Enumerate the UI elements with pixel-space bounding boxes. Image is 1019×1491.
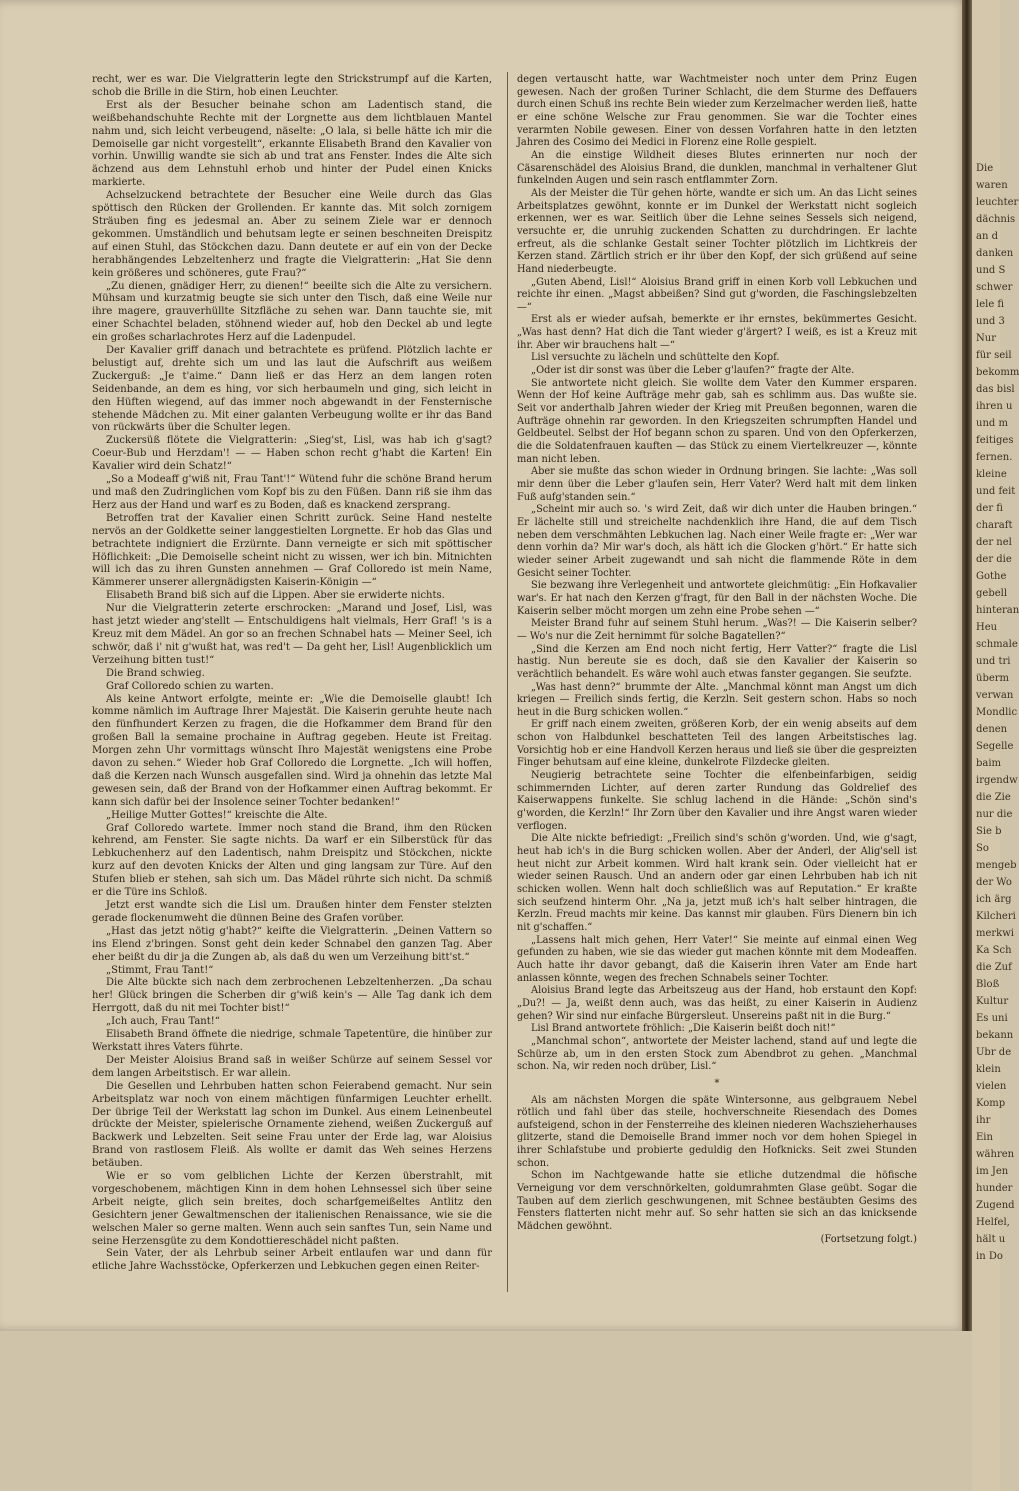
adjacent-page-word: Helfel,: [976, 1217, 1010, 1228]
adjacent-page-edge: [972, 0, 1019, 1491]
paragraph: „Guten Abend, Lisl!“ Aloisius Brand griff in einen Korb voll Lebkuchen und reichte ihr einen. „Magst abbeißen? Sind gut g'worden, die Faschingslebzelten —“: [517, 276, 917, 313]
paragraph: „Was hast denn?“ brummte der Alte. „Manchmal könnt man Angst um dich kriegen — Freilich sinds fertig, die Kerzln. Seit gestern schon. Habs so noch heut in die Burg schicken wollen.“: [517, 681, 917, 718]
adjacent-page-word: waren: [976, 180, 1008, 191]
paragraph: „Sind die Kerzen am End noch nicht fertig, Herr Vatter?“ fragte die Lisl hastig. Nun bereute sie es doch, daß sie den Kavalier der Kaiserin so verächtlich behandelt. Es wäre wohl auch etwas fanster gegangen. Sie seufzte.: [517, 643, 917, 680]
adjacent-page-word: der fi: [976, 503, 1003, 514]
adjacent-page-word: Ubr de: [976, 1047, 1012, 1058]
paragraph: „Scheint mir auch so. 's wird Zeit, daß wir dich unter die Hauben bringen.“ Er lächelte still und streichelte nachdenklich ihre Hand, die auf dem Tisch neben dem verschmähten Lebkuchen lag. Nach einer Weile fragte er: „Wer war denn vorhin da? Mir war's doch, als hätt ich die Glocken g'hört.“ Er hatte sich wieder seiner Arbeit zugewandt und sah nicht die flammende Röte in dem Gesicht seiner Tochter.: [517, 504, 917, 579]
column-divider: [507, 72, 508, 1292]
adjacent-page-word: baim: [976, 758, 1002, 769]
adjacent-page-word: gebell: [976, 588, 1008, 599]
adjacent-page-word: merkwi: [976, 928, 1014, 939]
paragraph: Aloisius Brand legte das Arbeitszeug aus der Hand, hob erstaunt den Kopf: „Du?! — Ja, weißt denn auch, was das heißt, zu einer Kaiserin in Audienz gehen? Wir sind nur einfache Bürgersleut. Unsereins paßt nit in die Burg.“: [517, 985, 917, 1022]
paragraph: recht, wer es war. Die Vielgratterin legte den Strickstrumpf auf die Karten, schob die Brille in die Stirn, hob einen Leuchter.: [92, 74, 492, 98]
adjacent-page-word: Gothe: [976, 571, 1007, 582]
adjacent-page-word: leuchter: [976, 197, 1019, 208]
adjacent-page-word: danken: [976, 248, 1014, 259]
adjacent-page-word: kleine: [976, 469, 1007, 480]
paragraph: „Stimmt, Frau Tant!“: [106, 964, 214, 976]
paragraph: Meister Brand fuhr auf seinem Stuhl herum. „Was?! — Die Kaiserin selber? — Wo's nur die Zeit hernimmt für solche Bagatellen?“: [517, 618, 917, 642]
paragraph: Graf Colloredo wartete. Immer noch stand die Brand, ihm den Rücken kehrend, am Fenster. Sie sagte nichts. Da warf er ein Silberstück für das Lebkuchenherz auf den Ladentisch, nahm Dreispitz und Stöckchen, nickte kurz auf den devoten Knicks der Alten und ging langsam zur Türe. Auf den Stufen blieb er stehen, sah sich um. Das Mädel rührte sich nicht. Da schmiß er die Türe ins Schloß.: [92, 822, 492, 899]
adjacent-page-word: lele fi: [976, 299, 1005, 310]
adjacent-page-word: Mondlic: [976, 707, 1018, 718]
adjacent-page-word: der nel: [976, 537, 1012, 548]
paragraph: Die Alte bückte sich nach dem zerbrochenen Lebzeltenherzen. „Da schau her! Glück bringen die Scherben dir g'wiß kein's — Alle Tag dank ich dem Herrgott, daß du nit mei Tochter bist!“: [92, 977, 492, 1015]
adjacent-page-word: bekomm: [976, 367, 1019, 378]
paragraph: Als keine Antwort erfolgte, meinte er: „Wie die Demoiselle glaubt! Ich komme nämlich im Auftrage Ihrer Majestät. Die Kaiserin geruhte heute nach den fünfhundert Kerzen zu fragen, die die Hofkammer dem Brand für den großen Ball la semaine prochaine in Auftrag gegeben. Heute ist Freitag. Morgen zehn Uhr vormittags wünscht Ihro Majestät wenigstens eine Probe davon zu sehen.“ Wieder hob Graf Colloredo die Lorgnette. „Ich will hoffen, daß die Kerzen nach Wunsch ausgefallen sind. Wird ja ohnehin das letzte Mal gewesen sein, daß der Brand von der Hofkammer einen Auftrag bekommt. Er kann sich dafür bei der Insolence seiner Tochter bedanken!“: [92, 693, 492, 808]
adjacent-page-word: verwan: [976, 690, 1014, 701]
paragraph: Schon im Nachtgewande hatte sie etliche dutzendmal die höfische Verneigung vor dem verschnörkelten, goldumrahmten Glase geübt. Sogar die Tauben auf dem zierlich geschwungenen, mit Schnee bestäubten Gesims des Fensters flatterten nicht mehr auf. So sehr hatten sie sich an das knicksende Mädchen gewöhnt.: [517, 1170, 917, 1233]
adjacent-page-word: ihr: [976, 1115, 991, 1126]
paragraph: Wie er so vom gelblichen Lichte der Kerzen überstrahlt, mit vorgeschobenem, mächtigen Kinn in dem hohen Lehnsessel sich über seine Arbeit neigte, glich sein breites, doch scharfgemeißeltes Antlitz den Gesichtern jener Gewaltmenschen der italienischen Renaissance, wie sie die welschen Maler so gerne malten. Wenn auch sein sanftes Tun, sein Name und seine Herzensgüte zu dem Kondottiereschädel nicht paßten.: [92, 1171, 492, 1247]
adjacent-page-word: in Do: [976, 1251, 1003, 1262]
paragraph: Lisl versuchte zu lächeln und schüttelte den Kopf.: [531, 352, 780, 364]
paragraph: Die Alte nickte befriedigt: „Freilich sind's schön g'worden. Und, wie g'sagt, heut hab ich's in die Burg schicken wollen. Aber der Anderl, der Alig'sell ist heut nicht zur Arbeit kommen. Wird halt krank sein. Oder vielleicht hat er wieder seinen Rausch. Und an andern oder gar einen Lehrbuben hab ich nit schicken wollen. Wenn halt doch schließlich was auf Reputation.“ Er kraßte sich seufzend hinterm Ohr. „Na ja, jetzt muß ich's halt selber hintragen, die Kerzln. Freud machts mir keine. Das kannst mir glauben. Fürs Dienern bin ich nit g'schaffen.“: [517, 833, 917, 933]
paragraph: Aber sie mußte das schon wieder in Ordnung bringen. Sie lachte: „Was soll mir denn über die Leber g'laufen sein, Herr Vater? Werd halt mit dem linken Fuß aufg'standen sein.“: [517, 466, 917, 503]
paragraph: „Ich auch, Frau Tant!“: [106, 1016, 220, 1028]
paragraph: Erst als er wieder aufsah, bemerkte er ihr ernstes, bekümmertes Gesicht. „Was hast denn? Hat dich die Tant wieder g'ärgert? I weiß, es ist a Kreuz mit ihr. Aber wir brauchens halt —“: [517, 314, 917, 351]
paragraph: *: [714, 1077, 720, 1089]
adjacent-page-word: mengeb: [976, 860, 1017, 871]
adjacent-page-word: denen: [976, 724, 1008, 735]
adjacent-page-word: hunder: [976, 1183, 1013, 1194]
paragraph: Als am nächsten Morgen die späte Wintersonne, aus gelbgrauem Nebel rötlich und fahl über das steile, hochverschneite Riesendach des Domes aufsteigend, schon in der Fensterreihe des kleinen niederen Wachszieherhauses glitzerte, stand die Demoiselle Brand immer noch vor dem hohen Spiegel in ihrer Schlafstube und probierte geduldig den Hofknicks. Seit zwei Stunden schon.: [517, 1094, 917, 1169]
adjacent-page-word: Kultur: [976, 996, 1009, 1007]
adjacent-page-word: Komp: [976, 1098, 1006, 1109]
adjacent-page-word: schmale: [976, 639, 1018, 650]
adjacent-page-word: Zugend: [976, 1200, 1015, 1211]
adjacent-page-word: ich ärg: [976, 894, 1012, 905]
paragraph: Der Meister Aloisius Brand saß in weißer Schürze auf seinem Sessel vor dem langen Arbeitstisch. Er war allein.: [92, 1054, 492, 1079]
adjacent-page-word: Segelle: [976, 741, 1014, 752]
adjacent-page-word: bekann: [976, 1030, 1014, 1041]
adjacent-page-word: Die: [976, 163, 994, 174]
paragraph: Der Kavalier griff danach und betrachtete es prüfend. Plötzlich lachte er belustigt auf, drehte sich um und las laut die Aufschrift aus weißem Zuckerguß: „Je t'aime.“ Dann ließ er das Herz an dem langen roten Seidenbande, an dem es hing, vor sich herbaumeln und ging, sich leicht in den Hüften wiegend, auf das immer noch abgewandt in der Fensternische stehende Mädchen zu. Mit einer galanten Verbeugung wollte er ihr das Band von rückwärts über die Schulter legen.: [92, 345, 492, 434]
paragraph: Zuckersüß flötete die Vielgratterin: „Sieg'st, Lisl, was hab ich g'sagt? Coeur-Bub und Herzdam'! — — Haben schon recht g'habt die Karten! Ein Kavalier wird dein Schatz!“: [92, 435, 492, 473]
paragraph: „Oder ist dir sonst was über die Leber g'laufen?“ fragte der Alte.: [531, 365, 855, 377]
adjacent-page-word: Nur: [976, 333, 996, 344]
paragraph: (Fortsetzung folgt.): [820, 1233, 917, 1245]
adjacent-page-word: klein: [976, 1064, 1001, 1075]
adjacent-page-word: und S: [976, 265, 1006, 276]
adjacent-page-word: Es uni: [976, 1013, 1008, 1024]
adjacent-page-word: die Zuf: [976, 962, 1012, 973]
paragraph: Sie antwortete nicht gleich. Sie wollte dem Vater den Kummer ersparen. Wenn der Hof keine Aufträge mehr gab, sah es schlimm aus. Das wußte sie. Seit vor anderthalb Jahren wieder der Krieg mit Preußen begonnen, waren die Aufträge ohnehin rar geworden. In den Kriegszeiten schrumpften Handel und Geldbeutel. Selbst der Hof begann schon zu sparen. Und von den Opferkerzen, die die Soldatenfrauen kauften — das Stück zu einem Viertelkreuzer —, könnte man nicht leben.: [517, 377, 917, 465]
text-column-left: [92, 74, 492, 1289]
adjacent-page-word: überm: [976, 673, 1010, 684]
paragraph: Die Gesellen und Lehrbuben hatten schon Feierabend gemacht. Nur sein Arbeitsplatz war noch von einem mächtigen fünfarmigen Leuchter erhellt. Der übrige Teil der Werkstatt lag schon im Dunkel. Aus einem Leinenbeutel drückte der Meister, spielerische Ornamente ziehend, weißen Zuckerguß auf Backwerk und Lebzelten. Seit seine Frau unter der Erde lag, war Aloisius Brand von rastlosem Fleiß. Als wollte er damit das Weh seines Herzens betäuben.: [92, 1080, 492, 1170]
paragraph: „Zu dienen, gnädiger Herr, zu dienen!“ beeilte sich die Alte zu versichern. Mühsam und kurzatmig beugte sie sich unter den Tisch, daß eine Weile nur ihre magere, grauverhüllte Sitzfläche zu sehen war. Dann tauchte sie, mit einer Schachtel beladen, stöhnend wieder auf, hob den Deckel ab und legte ein großes scharlachrotes Herz auf die Ladenpudel.: [92, 280, 492, 344]
paragraph: Elisabeth Brand öffnete die niedrige, schmale Tapetentüre, die hinüber zur Werkstatt ihres Vaters führte.: [92, 1029, 492, 1053]
adjacent-page-word: Kilcheri: [976, 911, 1016, 922]
adjacent-page-word: So: [976, 843, 989, 854]
adjacent-page-word: nur die: [976, 809, 1013, 820]
adjacent-page-word: vielen: [976, 1081, 1007, 1092]
book-gutter: [962, 0, 972, 1331]
paragraph: Jetzt erst wandte sich die Lisl um. Draußen hinter dem Fenster stelzten gerade flockenumweht die dünnen Beine des Grafen vorüber.: [92, 900, 492, 924]
paragraph: Elisabeth Brand biß sich auf die Lippen. Aber sie erwiderte nichts.: [106, 590, 445, 602]
adjacent-page-word: Sie b: [976, 826, 1002, 837]
adjacent-page-word: und 3: [976, 316, 1005, 327]
adjacent-page-word: und feit: [976, 486, 1016, 497]
adjacent-page-word: ihren u: [976, 401, 1013, 412]
adjacent-page-word: dächnis: [976, 214, 1016, 225]
adjacent-page-word: der die: [976, 554, 1012, 565]
adjacent-page-word: für seil: [976, 350, 1012, 361]
text-column-right: [517, 74, 917, 1289]
adjacent-page-word: charaft: [976, 520, 1013, 531]
paragraph: Betroffen trat der Kavalier einen Schritt zurück. Seine Hand nestelte nervös an der Goldkette seiner langgestielten Lorgnette. Er hob das Glas und betrachtete indigniert die Erzürnte. Dann verneigte er sich mit spöttischer Höflichkeit: „Die Demoiselle scheint nicht zu wissen, wer ich bin. Mitnichten will ich das zu ihren Gunsten annehmen — Graf Colloredo ist mein Name, Kämmerer unserer allergnädigsten Kaiserin-Königin —“: [92, 512, 492, 589]
adjacent-page-word: hinteran: [976, 605, 1019, 616]
adjacent-page-word: Bloß: [976, 979, 1000, 990]
paragraph: „Hast das jetzt nötig g'habt?“ keifte die Vielgratterin. „Deinen Vattern so ins Elend z'bringen. Sonst geht dein keder Schnabel den ganzen Tag. Aber eher beißt du dir ja die Zungen ab, als daß du wen um Verzeihung bitt'st.“: [92, 925, 492, 963]
adjacent-page-word: Heu: [976, 622, 998, 633]
adjacent-page-word: hält u: [976, 1234, 1006, 1245]
paragraph: Sie bezwang ihre Verlegenheit und antwortete gleichmütig: „Ein Hofkavalier war's. Er hat nach den Kerzen g'fragt, für den Ball in der nächsten Woche. Die Kaiserin selber möcht morgen um zehn eine Probe sehen —“: [517, 580, 917, 617]
paragraph: Als der Meister die Tür gehen hörte, wandte er sich um. An das Licht seines Arbeitsplatzes gewöhnt, konnte er im Dunkel der Werkstatt nicht sogleich erkennen, wer es war. Seitlich über die Lehne seines Sessels sich neigend, versuchte er, die unruhig zuckenden Schatten zu durchdringen. Er lachte erfreut, als die schlanke Gestalt seiner Tochter plötzlich im Lichtkreis der Kerzen stand. Zärtlich strich er ihr über den Kopf, der sich grüßend auf seine Hand niederbeugte.: [517, 187, 917, 275]
adjacent-page-word: und m: [976, 418, 1008, 429]
paragraph: „Lassens halt mich gehen, Herr Vater!“ Sie meinte auf einmal einen Weg gefunden zu haben, wie sie das wieder gut machen könnte mit dem Modeaffen. Auch hatte ihr davor gebangt, daß die Kaiserin ihren Vater am Ende hart anlassen könnte, wegen des frechen Schnabels seiner Tochter.: [517, 934, 917, 984]
paragraph: „So a Modeaff g'wiß nit, Frau Tant'!“ Wütend fuhr die schöne Brand herum und maß den Zudringlichen vom Kopf bis zu den Füßen. Dann riß sie ihm das Herz aus der Hand und warf es zu Boden, daß es knackend zersprang.: [92, 474, 492, 511]
adjacent-page-word: an d: [976, 231, 998, 242]
adjacent-page-word: schwer: [976, 282, 1013, 293]
adjacent-page-word: feitiges: [976, 435, 1014, 446]
paragraph: Die Brand schwieg.: [106, 667, 205, 679]
paragraph: Graf Colloredo schien zu warten.: [106, 680, 274, 692]
adjacent-page-word: und tri: [976, 656, 1011, 667]
adjacent-page-word: das bisl: [976, 384, 1015, 395]
paragraph: Nur die Vielgratterin zeterte erschrocken: „Marand und Josef, Lisl, was hast jetzt wieder ang'stellt — Entschuldigens halt vielmals, Herr Graf! 's is a Kreuz mit dem Mädel. An gor so an frechen Schnabel hats — Meiner Seel, ich schwör, daß i' nit g'wußt hat, was red't — Da geht her, Lisl! Augenblicklich um Verzeihung bitten tust!“: [92, 603, 492, 666]
adjacent-page-word: Ein: [976, 1132, 993, 1143]
paragraph: An die einstige Wildheit dieses Blutes erinnerten nur noch der Cäsarenschädel des Aloisius Brand, die dunklen, manchmal in verhaltener Glut funkelnden Augen und sein rasch entflammter Zorn.: [517, 149, 917, 187]
paragraph: degen vertauscht hatte, war Wachtmeister noch unter dem Prinz Eugen gewesen. Nach der großen Turiner Schlacht, die dem Sturme des Deffauers durch einen Schuß ins rechte Bein wieder zum Kerzelmacher werden ließ, hatte er eine schöne Welsche zur Frau genommen. Sie war die Tochter eines verarmten Nobile gewesen. Einer von dessen Vorfahren hatte in den letzten Jahren des Cosimo dei Medici in Florenz eine Rolle gespielt.: [517, 74, 917, 149]
paragraph: Er griff nach einem zweiten, größeren Korb, der ein wenig abseits auf dem schon von Halbdunkel beschatteten Teil des langen Arbeitstisches lag. Vorsichtig hob er eine Handvoll Kerzen heraus und ließ sie über die gespreizten Finger behutsam auf eine kleine, dunkelrote Filzdecke gleiten.: [517, 719, 917, 769]
paragraph: Achselzuckend betrachtete der Besucher eine Weile durch das Glas spöttisch den Rücken der Grollenden. Er kannte das. Mit solch zornigem Sträuben fing es jedesmal an. Aber zu seinem Ziele war er dennoch gekommen. Umständlich und behutsam legte er seinen beschneiten Dreispitz auf einen Stuhl, das Stöckchen dazu. Dann deutete er auf ein von der Decke herabhängendes Lebzeltenherz und fragte die Vielgratterin: „Hat Sie denn kein größeres und schöneres, gute Frau?“: [92, 190, 492, 279]
paragraph: Sein Vater, der als Lehrbub seiner Arbeit entlaufen war und dann für etliche Jahre Wachsstöcke, Opferkerzen und Lebkuchen gegen einen Reiter-: [92, 1248, 492, 1273]
adjacent-page-word: im Jen: [976, 1166, 1009, 1177]
paragraph: Neugierig betrachtete seine Tochter die elfenbeinfarbigen, seidig schimmernden Lichter, auf deren zarter Rundung das Goldrelief des Kaiserwappens funkelte. Sie schlug lachend in die Hände: „Schön sind's g'worden, die Kerzln!“ Ihr Zorn über den Kavalier und ihre Angst waren wieder verflogen.: [517, 770, 917, 832]
adjacent-page-word: der Wo: [976, 877, 1012, 888]
adjacent-page-word: Ka Sch: [976, 945, 1012, 956]
adjacent-page-word: währen: [976, 1149, 1015, 1160]
adjacent-page-word: irgendw: [976, 775, 1018, 786]
paragraph: Erst als der Besucher beinahe schon am Ladentisch stand, die weißbehandschuhte Rechte mit der Lorgnette aus dem lichtblauen Mantel nahm und, sich leicht verbeugend, näselte: „O lala, si belle hätte ich mir die Demoiselle gar nicht vorgestellt“, erkannte Elisabeth Brand den Kavalier von vorhin. Unwillig wandte sie sich ab und trat ans Fenster. Indes die Alte sich ächzend aus dem Lehnstuhl erhob und hinter der Pudel einen Knicks markierte.: [92, 99, 492, 189]
adjacent-page-word: die Zie: [976, 792, 1011, 803]
paragraph: „Heilige Mutter Gottes!“ kreischte die Alte.: [106, 809, 328, 821]
adjacent-page-word: fernen.: [976, 452, 1013, 463]
paragraph: Lisl Brand antwortete fröhlich: „Die Kaiserin beißt doch nit!“: [531, 1023, 836, 1035]
paragraph: „Manchmal schon“, antwortete der Meister lachend, stand auf und legte die Schürze ab, um in den ersten Stock zum Abendbrot zu gehen. „Manchmal schon. Na, wir reden noch drüber, Lisl.“: [517, 1035, 917, 1073]
